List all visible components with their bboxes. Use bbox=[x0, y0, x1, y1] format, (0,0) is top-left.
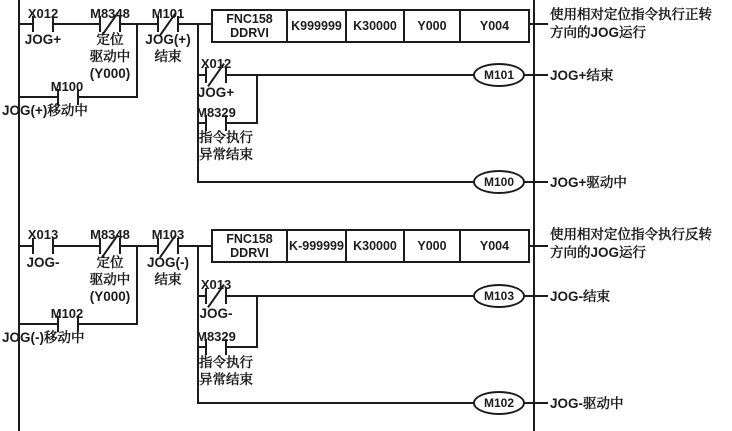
contact-label: X013 bbox=[200, 277, 232, 292]
contact-label: M101 bbox=[151, 6, 185, 21]
contact-desc: 定位 驱动中 (Y000) bbox=[89, 32, 131, 81]
contact-desc: 指令执行 异常结束 bbox=[199, 130, 253, 162]
contact-desc: JOG- bbox=[199, 306, 233, 321]
contact-label: M8348 bbox=[90, 6, 130, 21]
contact-label: M8348 bbox=[90, 227, 130, 242]
contact-desc: JOG(-)移动中 bbox=[2, 330, 85, 345]
fnc-operand-cell: K-999999 bbox=[286, 231, 345, 261]
rung1-block-out-wire bbox=[528, 23, 548, 25]
coil-comment: JOG+结束 bbox=[550, 68, 614, 83]
fnc-mnemonic-cell: FNC158 DDRVI bbox=[226, 232, 273, 260]
contact-label: X012 bbox=[200, 56, 232, 71]
contact-desc: JOG(+) 结束 bbox=[145, 32, 191, 64]
instruction-comment: 使用相对定位指令执行正转 方向的JOG运行 bbox=[550, 7, 712, 40]
coil-m100: M100 bbox=[473, 170, 525, 194]
contact-desc: JOG(-) 结束 bbox=[147, 255, 189, 287]
coil-m102: M102 bbox=[473, 391, 525, 415]
contact-desc: JOG(+)移动中 bbox=[2, 103, 88, 118]
fnc-instruction-block bbox=[211, 9, 530, 43]
contact-desc: 指令执行 异常结束 bbox=[199, 355, 253, 387]
contact-label: M103 bbox=[151, 227, 185, 242]
contact-label: X012 bbox=[27, 6, 59, 21]
contact-desc: 定位 驱动中 (Y000) bbox=[89, 255, 131, 304]
contact-label: X013 bbox=[27, 227, 59, 242]
fnc-operand-cell: K30000 bbox=[345, 231, 403, 261]
coil-m101: M101 bbox=[473, 63, 525, 87]
fnc-operand-cell: Y000 bbox=[403, 231, 459, 261]
fnc-operand-cell: K999999 bbox=[286, 11, 345, 41]
contact-label: M102 bbox=[50, 306, 84, 321]
rung2-error-branch-vwire bbox=[256, 295, 258, 348]
rung1-hold-branch-vwire bbox=[136, 23, 138, 98]
rung2-block-out-wire bbox=[528, 245, 548, 247]
fnc-operand-cell: Y004 bbox=[459, 231, 528, 261]
coil-comment: JOG+驱动中 bbox=[550, 175, 627, 190]
instruction-comment: 使用相对定位指令执行反转 方向的JOG运行 bbox=[550, 227, 712, 260]
right-power-rail bbox=[533, 0, 535, 431]
contact-label: M8329 bbox=[196, 329, 236, 344]
contact-label: M100 bbox=[50, 79, 84, 94]
rung2-hold-branch-vwire bbox=[136, 245, 138, 325]
fnc-operand-cell: Y004 bbox=[459, 11, 528, 41]
contact-desc: JOG- bbox=[26, 255, 60, 270]
coil-m103: M103 bbox=[473, 284, 525, 308]
left-power-rail bbox=[18, 0, 20, 431]
fnc-mnemonic-cell: FNC158 DDRVI bbox=[226, 12, 273, 40]
rung1-error-branch-vwire bbox=[256, 74, 258, 124]
contact-desc: JOG+ bbox=[197, 85, 235, 100]
coil-comment: JOG-结束 bbox=[550, 289, 611, 304]
fnc-instruction-block bbox=[211, 229, 530, 263]
coil-comment: JOG-驱动中 bbox=[550, 396, 624, 411]
fnc-operand-cell: Y000 bbox=[403, 11, 459, 41]
contact-desc: JOG+ bbox=[24, 32, 62, 47]
contact-label: M8329 bbox=[196, 105, 236, 120]
fnc-operand-cell: K30000 bbox=[345, 11, 403, 41]
